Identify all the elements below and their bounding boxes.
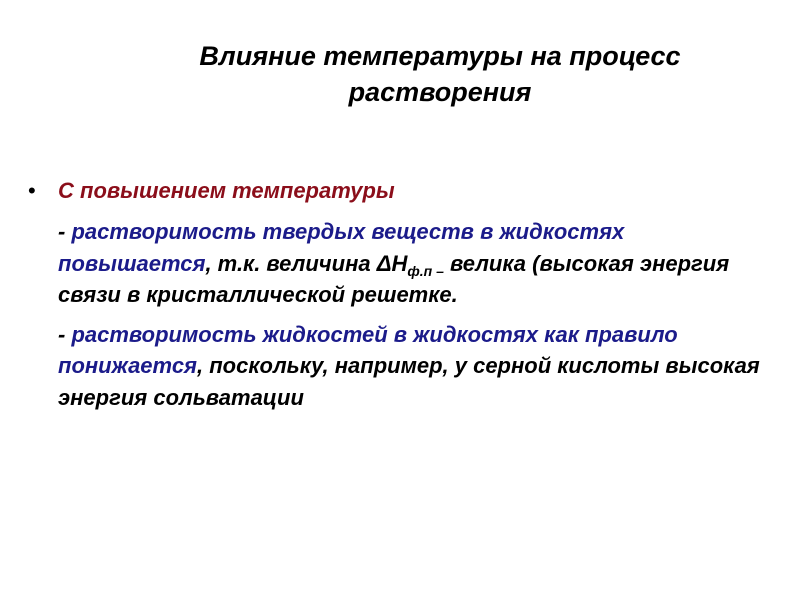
bullet-heading: С повышением температуры — [58, 178, 395, 203]
paragraph-solids — [28, 216, 768, 311]
highlight-solids-solubility: растворимость твердых веществ в жидкостях повышается — [58, 219, 625, 276]
paragraph-dash: - — [58, 321, 72, 347]
paragraph-liquids — [28, 319, 768, 414]
paragraph-text: , поскольку, например, у серной кислоты высокая энергия сольватации — [58, 353, 760, 410]
title-line-2: растворения — [348, 77, 532, 107]
bullet-item — [28, 176, 768, 206]
paragraph-text: велика (высокая энергия связи в кристаллической решетке. — [58, 250, 730, 307]
paragraph-dash: - — [58, 219, 72, 244]
slide-title — [140, 38, 740, 110]
bullet-marker: • — [28, 178, 36, 203]
slide-content — [28, 176, 768, 421]
highlight-liquids-solubility: растворимость жидкостей в жидкостях как правило понижается — [58, 321, 678, 378]
enthalpy-subscript: ф.п – — [407, 262, 444, 279]
title-line-1: Влияние температуры на процесс — [199, 41, 681, 71]
paragraph-text: , т.к. величина ΔН — [205, 250, 408, 276]
